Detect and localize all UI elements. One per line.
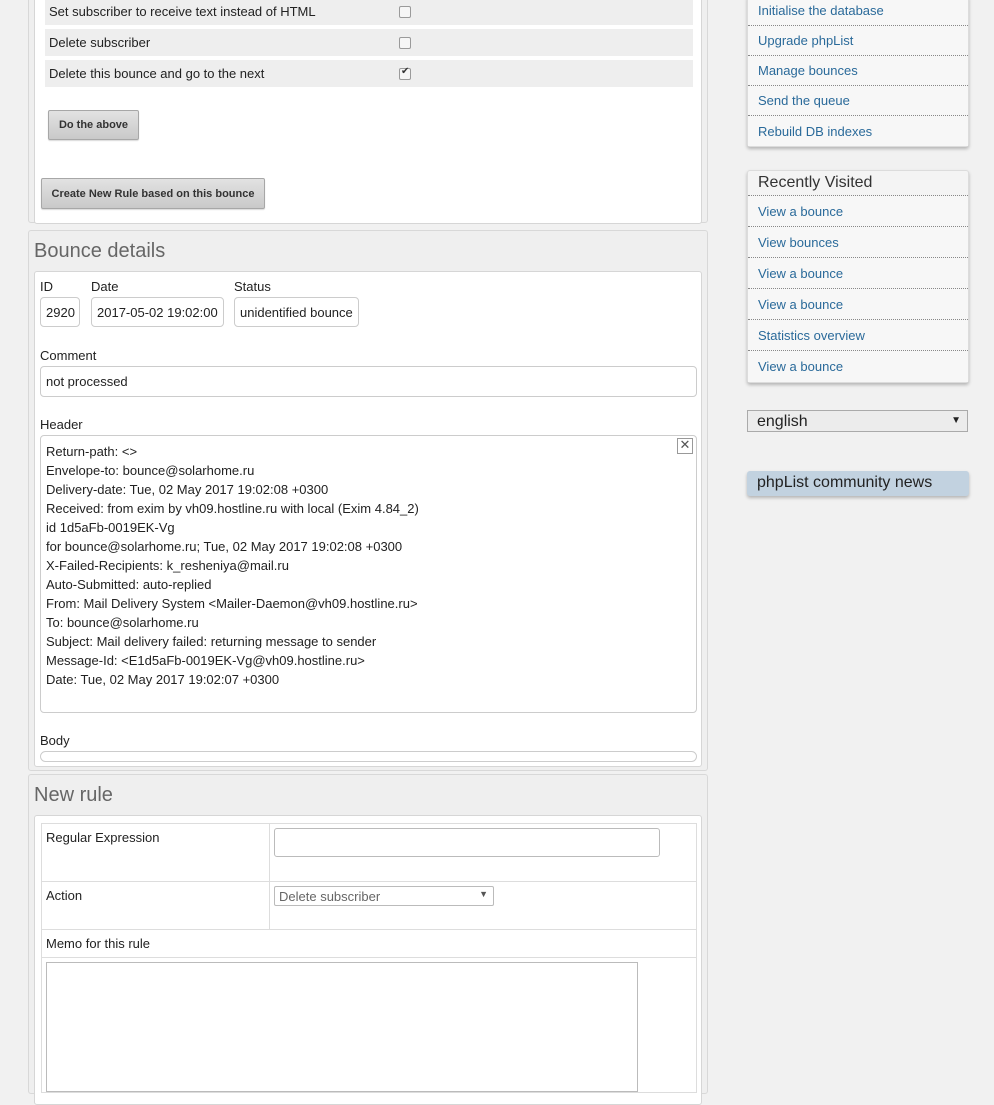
- system-links-box: [747, 0, 969, 147]
- action-label: Action: [42, 882, 270, 929]
- close-icon[interactable]: ✕: [677, 438, 693, 454]
- header-line: id 1d5aFb-0019EK-Vg: [46, 520, 175, 535]
- recent-link[interactable]: Statistics overview: [748, 320, 968, 351]
- recent-link[interactable]: View a bounce: [748, 289, 968, 320]
- header-line: Date: Tue, 02 May 2017 19:02:07 +0300: [46, 672, 280, 687]
- header-line: for bounce@solarhome.ru; Tue, 02 May 2017 19:02:08 +0300: [46, 539, 403, 554]
- header-line: From: Mail Delivery System <Mailer-Daemon@vh09.hostline.ru>: [46, 596, 418, 611]
- language-selected-value: english: [757, 413, 808, 430]
- comment-field: not processed: [40, 366, 697, 397]
- option-label: Delete subscriber: [49, 35, 151, 50]
- bounce-details-panel: [28, 230, 708, 771]
- sidebar-system-menu: [747, 0, 969, 147]
- header-text-box: [40, 435, 697, 713]
- header-line: Message-Id: <E1d5aFb-0019EK-Vg@vh09.hostline.ru>: [46, 653, 365, 668]
- memo-textarea[interactable]: [46, 962, 638, 1092]
- regex-row: [42, 824, 696, 882]
- bounce-details-inner: [34, 271, 702, 767]
- date-label: Date: [91, 279, 119, 294]
- sidebar-link-send-queue[interactable]: Send the queue: [748, 86, 968, 116]
- status-label: Status: [234, 279, 271, 294]
- status-field: unidentified bounce: [234, 297, 359, 327]
- chevron-down-icon: ▼: [479, 889, 488, 899]
- body-text-box: [40, 751, 697, 762]
- action-cell: [270, 882, 696, 929]
- bounce-details-title: Bounce details: [34, 240, 166, 262]
- option-checkbox-delete-subscriber[interactable]: [399, 37, 411, 49]
- regex-label: Regular Expression: [42, 824, 270, 881]
- regex-cell: [270, 824, 696, 881]
- id-label: ID: [40, 279, 53, 294]
- community-news-header[interactable]: phpList community news: [747, 471, 969, 496]
- new-rule-title: New rule: [34, 784, 113, 806]
- header-line: Received: from exim by vh09.hostline.ru with local (Exim 4.84_2): [46, 501, 419, 516]
- sidebar-link-initialise-database[interactable]: Initialise the database: [748, 0, 968, 26]
- sidebar-recently-visited: [747, 170, 969, 383]
- memo-label: Memo for this rule: [42, 930, 696, 958]
- regex-input[interactable]: [274, 828, 660, 857]
- do-the-above-button[interactable]: Do the above: [48, 110, 139, 140]
- action-row: [42, 882, 696, 930]
- chevron-down-icon: ▼: [951, 415, 961, 426]
- option-row-delete-bounce-next: [45, 60, 693, 87]
- comment-label: Comment: [40, 348, 97, 363]
- option-label: Set subscriber to receive text instead of HTML: [49, 4, 316, 19]
- action-selected-value: Delete subscriber: [279, 889, 381, 904]
- recently-visited-title: Recently Visited: [748, 171, 968, 196]
- header-line: Delivery-date: Tue, 02 May 2017 19:02:08 +0300: [46, 482, 329, 497]
- recent-link[interactable]: View a bounce: [748, 351, 968, 382]
- body-label: Body: [40, 733, 70, 748]
- header-line: Envelope-to: bounce@solarhome.ru: [46, 463, 255, 478]
- header-line: Auto-Submitted: auto-replied: [46, 577, 212, 592]
- option-label: Delete this bounce and go to the next: [49, 66, 265, 81]
- header-line: To: bounce@solarhome.ru: [46, 615, 199, 630]
- header-line: Subject: Mail delivery failed: returning message to sender: [46, 634, 377, 649]
- option-row-text-instead-of-html: [45, 0, 693, 25]
- recently-visited-box: [747, 170, 969, 383]
- header-line: X-Failed-Recipients: k_resheniya@mail.ru: [46, 558, 289, 573]
- option-checkbox-delete-bounce-next[interactable]: [399, 68, 411, 80]
- recent-link[interactable]: View a bounce: [748, 258, 968, 289]
- new-rule-panel: [28, 774, 708, 1094]
- sidebar-link-upgrade-phplist[interactable]: Upgrade phpList: [748, 26, 968, 56]
- new-rule-table: [41, 823, 697, 1093]
- header-line: Return-path: <>: [46, 444, 138, 459]
- option-row-delete-subscriber: [45, 29, 693, 56]
- sidebar-link-manage-bounces[interactable]: Manage bounces: [748, 56, 968, 86]
- create-new-rule-button[interactable]: Create New Rule based on this bounce: [41, 178, 265, 209]
- option-checkbox-text-instead-of-html[interactable]: [399, 6, 411, 18]
- bounce-actions-panel: [28, 0, 708, 223]
- date-field: 2017-05-02 19:02:00: [91, 297, 224, 327]
- action-select[interactable]: [274, 886, 494, 906]
- header-label: Header: [40, 417, 83, 432]
- language-select[interactable]: [747, 410, 968, 432]
- bounce-actions-inner: [34, 0, 702, 224]
- sidebar-link-rebuild-db-indexes[interactable]: Rebuild DB indexes: [748, 116, 968, 146]
- id-field: 2920: [40, 297, 80, 327]
- recent-link[interactable]: View a bounce: [748, 196, 968, 227]
- recent-link[interactable]: View bounces: [748, 227, 968, 258]
